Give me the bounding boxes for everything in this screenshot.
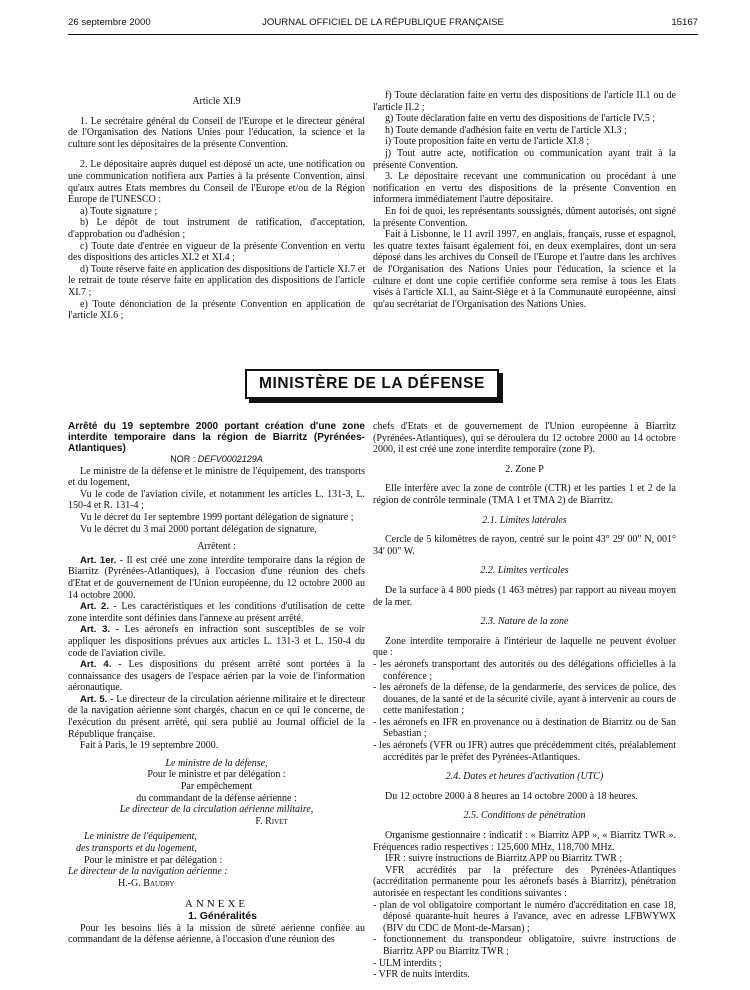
article-4 bbox=[68, 659, 365, 694]
signature-block-defense bbox=[68, 758, 365, 828]
list-item: f) Toute déclaration faite en vertu des dispositions de l'article II.1 ou de l'article II.2 ; bbox=[373, 90, 676, 113]
article-number: Art. 2. bbox=[80, 601, 109, 613]
list-item: - les aéronefs transportant des autorités ou des délégations officielles à la conférence ; bbox=[373, 658, 676, 682]
list-item: c) Toute date d'entrée en vigueur de la présente Convention en vertu des dispositions des articles XI.2 et XI.4 ; bbox=[68, 240, 365, 264]
signatory-name: H.-G. Baudry bbox=[118, 877, 175, 889]
article-text: - Les dispositions du présent arrêté sont portées à la connaissance des usagers de l'espace aérien par la voie de l'information aéronautique. bbox=[68, 659, 365, 694]
list-item: - les aéronefs en IFR en provenance ou à destination de Biarritz ou de San Sebastian ; bbox=[373, 716, 676, 740]
paragraph: 1. Le secrétaire général du Conseil de l'Europe et le directeur général de l'Organisation des Nations Unies pour l'éducation, la science et la culture sont les dépositaires de la présente Convention. bbox=[68, 115, 365, 150]
upper-left-column bbox=[68, 92, 365, 332]
article-number: Art. 3. bbox=[80, 624, 111, 636]
paragraph: Fait à Lisbonne, le 11 avril 1997, en anglais, français, russe et espagnol, les quatre textes faisant également foi, en deux exemplaires, dont un sera déposé dans les archives du Conseil de l'Europe et l'autre dans les archives de l'Organisation des Nations Unies pour l'éducation, la science et la culture et dont une copie certifiée conforme sera remise à tous les Etats visés à l'article XI.1, au Saint-Siège et à la Communauté européenne, ainsi qu'au secrétariat de l'Organisation des Nations Unies. bbox=[373, 229, 676, 310]
paragraph: VFR accrédités par la préfecture des Pyrénées-Atlantiques (accréditation permanente pour les aéronefs basés à Biarritz), pénétration autorisée en respectant les conditions suivantes : bbox=[373, 864, 676, 899]
paragraph: 2. Le dépositaire auprès duquel est déposé un acte, une notification ou une communication notifiera aux Parties à la présente Convention, ainsi qu'aux autres Etats membres du Conseil de l'Europe et/ou de la Région Europe de l'UNESCO : bbox=[68, 159, 365, 206]
annexe-heading: ANNEXE bbox=[184, 898, 249, 911]
signatory-name: F. Rivet bbox=[255, 815, 288, 827]
list-item: i) Toute proposition faite en vertu de l'article XI.8 ; bbox=[385, 136, 590, 148]
ministry-banner: MINISTÈRE DE LA DÉFENSE bbox=[245, 369, 499, 399]
list-item: - VFR de nuits interdits. bbox=[373, 969, 470, 981]
header-journal-title: JOURNAL OFFICIEL DE LA RÉPUBLIQUE FRANÇAISE bbox=[262, 17, 504, 28]
signature-line: Le ministre de l'équipement, bbox=[84, 831, 197, 843]
paragraph: En foi de quoi, les représentants soussignés, dûment autorisés, ont signé la présente Convention. bbox=[373, 205, 676, 229]
article-number: Art. 4. bbox=[80, 659, 112, 671]
paragraph: Organisme gestionnaire : indicatif : « Biarritz APP », « Biarritz TWR ». Fréquences radio respectives : 125,600 MHz, 118,700 MHz. bbox=[373, 830, 676, 853]
fait-a-paris: Fait à Paris, le 19 septembre 2000. bbox=[80, 740, 219, 752]
section-title: 2.5. Conditions de pénétration bbox=[463, 810, 586, 822]
header-page-number: 15167 bbox=[671, 17, 698, 28]
list-item: a) Toute signature ; bbox=[80, 205, 158, 217]
article-text: - Les caractéristiques et les conditions d'utilisation de cette zone interdite sont définies dans l'annexe au présent arrêté. bbox=[68, 601, 365, 624]
list-item: - ULM interdits ; bbox=[373, 957, 442, 969]
article-2 bbox=[68, 601, 365, 624]
list-item: j) Tout autre acte, notification ou communication ayant trait à la présente Convention. bbox=[373, 147, 676, 171]
paragraph: Zone interdite temporaire à l'intérieur de laquelle ne peuvent évoluer que : bbox=[373, 635, 676, 659]
paragraph: De la surface à 4 800 pieds (1 463 mètres) par rapport au niveau moyen de la mer. bbox=[373, 584, 676, 608]
article-title: Article XI.9 bbox=[192, 96, 241, 107]
paragraph: Pour les besoins liés à la mission de sûreté aérienne confiée au commandant de la défense aérienne, à l'occasion d'une réunion des bbox=[68, 922, 365, 946]
article-text: - Le directeur de la circulation aérienne militaire et le directeur de la navigation aérienne sont chargés, chacun en ce qui le concerne, de l'exécution du présent arrêté, qui sera publié au Journal officiel de la République française. bbox=[68, 693, 365, 740]
running-header bbox=[68, 14, 698, 35]
lower-left-column bbox=[68, 421, 365, 986]
paragraph: Cercle de 5 kilomètres de rayon, centré sur le point 43° 29' 00" N, 001° 34' 00" W. bbox=[373, 534, 676, 557]
signature-line: Le ministre de la défense, bbox=[165, 757, 268, 769]
arretent: Arrêtent : bbox=[197, 541, 236, 553]
paragraph: IFR : suivre instructions de Biarritz APP ou Biarritz TWR ; bbox=[385, 853, 623, 865]
list-item: g) Toute déclaration faite en vertu des dispositions de l'article IV.5 ; bbox=[385, 113, 656, 125]
paragraph: Elle interfère avec la zone de contrôle (CTR) et les parties 1 et 2 de la région de contrôle terminale (TMA 1 et TMA 2) de Biarritz. bbox=[373, 483, 676, 506]
signature-line: du commandant de la défense aérienne : bbox=[136, 792, 297, 804]
signature-line: Le directeur de la circulation aérienne militaire, bbox=[119, 804, 314, 816]
list-item: h) Toute demande d'adhésion faite en vertu de l'article XI.3 ; bbox=[385, 124, 627, 136]
nor-code: DEFV0002129A bbox=[197, 454, 263, 464]
section-title: 2.3. Nature de la zone bbox=[480, 616, 569, 628]
list-item: - fonctionnement du transpondeur obligatoire, suivre instructions de Biarritz APP ou Biarritz TWR ; bbox=[373, 934, 676, 957]
article-5 bbox=[68, 694, 365, 740]
paragraph: 3. Le dépositaire recevant une communication ou procédant à une notification en vertu des dispositions de la présente Convention en informera immédiatement l'autre dépositaire. bbox=[373, 171, 676, 206]
list-item: - plan de vol obligatoire comportant le numéro d'accréditation en case 18, déposé quarante-huit heures à l'avance, avec en adresse LFBWYWX (BIV du CDC de Mont-de-Marsan) ; bbox=[373, 899, 676, 934]
list-item: d) Toute réserve faite en application des dispositions de l'article XI.7 et le retrait de toute réserve faite en application des dispositions de l'article XI.7 ; bbox=[68, 263, 365, 298]
article-number: Art. 1er. bbox=[80, 554, 117, 566]
lower-right-column bbox=[373, 421, 676, 986]
article-number: Art. 5. bbox=[80, 693, 108, 705]
nor-reference bbox=[68, 454, 365, 466]
list-item: b) Le dépôt de tout instrument de ratification, d'acceptation, d'approbation ou d'adhésion ; bbox=[68, 217, 365, 240]
signature-line: Pour le ministre et par délégation : bbox=[147, 769, 286, 781]
signature-line: Le directeur de la navigation aérienne : bbox=[68, 866, 228, 878]
paragraph: Du 12 octobre 2000 à 8 heures au 14 octobre 2000 à 18 heures. bbox=[385, 790, 638, 802]
paragraph: Le ministre de la défense et le ministre de l'équipement, des transports et du logement, bbox=[68, 465, 365, 489]
decree-title: Arrêté du 19 septembre 2000 portant création d'une zone interdite temporaire dans la région de Biarritz (Pyrénées-Atlantiques) bbox=[68, 421, 365, 454]
section-title: 2.1. Limites latérales bbox=[482, 514, 567, 526]
section-title: 2.2. Limites verticales bbox=[480, 565, 569, 577]
article-text: - Il est créé une zone interdite temporaire dans la région de Biarritz (Pyrénées-Atlantiques), à l'occasion d'une réunion des chefs d'Etat et de gouvernement de l'Union européenne, du 12 octobre 2000 au 14 octobre 2000. bbox=[68, 554, 365, 601]
signature-line: Pour le ministre et par délégation : bbox=[84, 854, 223, 866]
paragraph: Vu le décret du 3 mai 2000 portant délégation de signature, bbox=[80, 523, 317, 535]
article-text: - Les aéronefs en infraction sont susceptibles de se voir appliquer les dispositions prévues aux articles L. 131-3 et L. 150-4 du code de l'aviation civile. bbox=[68, 624, 365, 659]
list-item: - les aéronefs de la défense, de la gendarmerie, des services de police, des douanes, de la santé et de la sécurité civile, ayant à intervenir au cours de cette manifestation ; bbox=[373, 682, 676, 717]
nor-label: NOR : bbox=[170, 454, 196, 464]
paragraph: Vu le décret du 1er septembre 1999 portant délégation de signature ; bbox=[80, 511, 354, 523]
section-title: 2.4. Dates et heures d'activation (UTC) bbox=[445, 771, 604, 783]
paragraph: Vu le code de l'aviation civile, et notamment les articles L. 131-3, L. 150-4 et R. 131-4 ; bbox=[68, 488, 365, 512]
section-title: 2. Zone P bbox=[505, 463, 544, 475]
header-date: 26 septembre 2000 bbox=[68, 17, 151, 28]
list-item: - les aéronefs (VFR ou IFR) autres que précédemment cités, préalablement accrédités par le préfet des Pyrénées-Atlantiques. bbox=[373, 740, 676, 763]
signature-line: Par empêchement bbox=[180, 781, 253, 793]
signature-block-equipement bbox=[68, 831, 365, 889]
section-title: 1. Généralités bbox=[188, 909, 257, 922]
article-3 bbox=[68, 624, 365, 659]
article-1 bbox=[68, 555, 365, 601]
signature-line: des transports et du logement, bbox=[76, 843, 197, 854]
list-item: e) Toute dénonciation de la présente Convention en application de l'article XI.6 ; bbox=[68, 298, 365, 322]
upper-right-column bbox=[373, 90, 676, 335]
paragraph: chefs d'Etats et de gouvernement de l'Union européenne à Biarritz (Pyrénées-Atlantiques), qui se déroulera du 12 octobre 2000 au 14 octobre 2000, il est créé une zone interdite temporaire (zone P). bbox=[373, 421, 676, 456]
